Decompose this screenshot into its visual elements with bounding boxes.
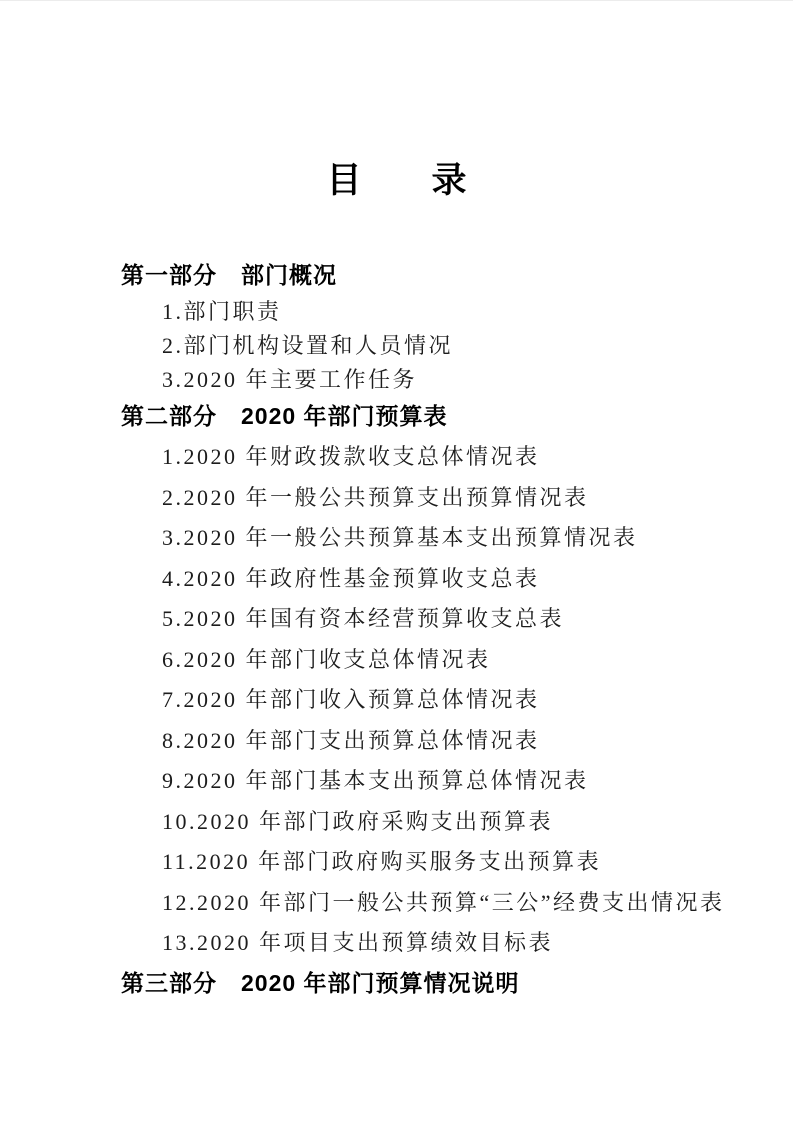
- table-of-contents: [0, 259, 793, 1004]
- toc-item: 1.部门职责: [162, 299, 282, 324]
- page-title: 目 录: [326, 161, 467, 200]
- toc-item: 2.部门机构设置和人员情况: [162, 333, 454, 358]
- toc-item: 3.2020 年一般公共预算基本支出预算情况表: [162, 525, 638, 550]
- toc-item: 6.2020 年部门收支总体情况表: [162, 646, 491, 672]
- toc-item: 9.2020 年部门基本支出预算总体情况表: [162, 768, 589, 793]
- toc-item: 4.2020 年政府性基金预算收支总表: [162, 565, 540, 591]
- toc-item: 12.2020 年部门一般公共预算“三公”经费支出情况表: [162, 889, 725, 915]
- toc-item: 7.2020 年部门收入预算总体情况表: [162, 687, 540, 712]
- toc-item: 2.2020 年一般公共预算支出预算情况表: [162, 484, 589, 510]
- section-heading-part2: 第二部分 2020 年部门预算表: [121, 403, 448, 429]
- toc-item: 10.2020 年部门政府采购支出预算表: [162, 808, 554, 834]
- section-heading-part3: 第三部分 2020 年部门预算情况说明: [121, 969, 520, 996]
- toc-item: 8.2020 年部门支出预算总体情况表: [162, 727, 540, 753]
- toc-item: 1.2020 年财政拨款收支总体情况表: [162, 444, 540, 469]
- toc-item: 13.2020 年项目支出预算绩效目标表: [162, 930, 554, 955]
- toc-item: 5.2020 年国有资本经营预算收支总表: [162, 606, 565, 631]
- section-heading-part1: 第一部分 部门概况: [121, 262, 337, 288]
- toc-item: 3.2020 年主要工作任务: [162, 367, 418, 392]
- toc-item: 11.2020 年部门政府购买服务支出预算表: [162, 849, 602, 874]
